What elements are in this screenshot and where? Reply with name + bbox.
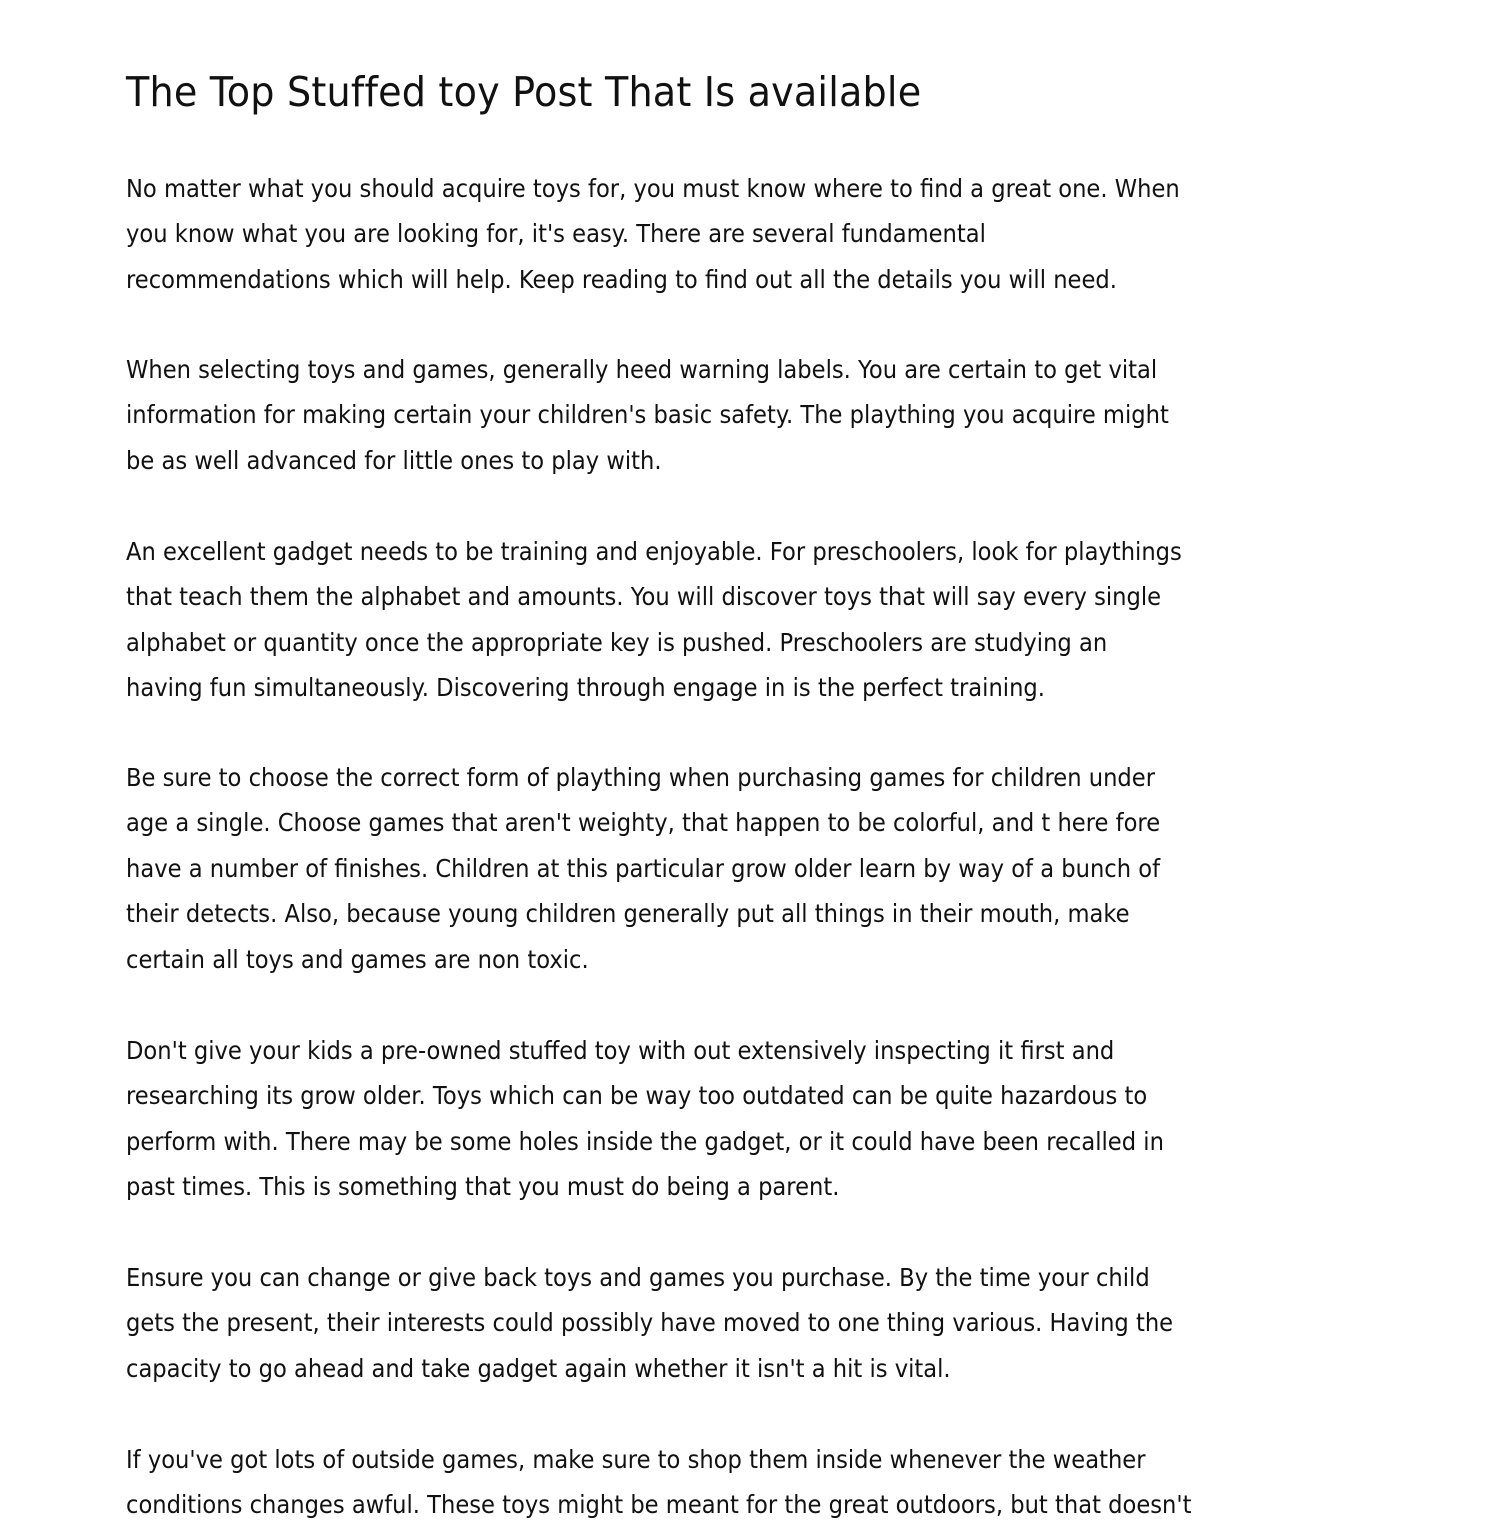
paragraph-line: age a single. Choose games that aren't weighty, that happen to be colorful, and t here fore [126, 808, 1161, 838]
paragraph-line: recommendations which will help. Keep reading to find out all the details you will need. [126, 264, 1117, 294]
paragraph-line: have a number of finishes. Children at this particular grow older learn by way of a bunch of [126, 853, 1161, 883]
paragraph-2 [126, 347, 1169, 483]
paragraph-line: alphabet or quantity once the appropriate key is pushed. Preschoolers are studying an [126, 627, 1108, 657]
paragraph-line: information for making certain your children's basic safety. The plaything you acquire might [126, 400, 1169, 430]
paragraph-line: past times. This is something that you must do being a parent. [126, 1172, 840, 1202]
paragraph-7 [126, 1437, 1191, 1528]
paragraph-4 [126, 755, 1160, 982]
paragraph-5 [126, 1028, 1164, 1210]
paragraph-line: certain all toys and games are non toxic. [126, 944, 589, 974]
paragraph-line: that teach them the alphabet and amounts. You will discover toys that will say every single [126, 582, 1162, 612]
paragraph-3 [126, 529, 1182, 711]
paragraph-line: If you've got lots of outside games, make sure to shop them inside whenever the weather [126, 1445, 1146, 1474]
paragraph-line: be as well advanced for little ones to play with. [126, 445, 662, 475]
paragraph-line: No matter what you should acquire toys for, you must know where to find a great one. When [126, 174, 1180, 203]
paragraph-line: perform with. There may be some holes inside the gadget, or it could have been recalled in [126, 1126, 1164, 1156]
document-title: The Top Stuffed toy Post That Is available [126, 68, 922, 116]
paragraph-line: Be sure to choose the correct form of plaything when purchasing games for children under [126, 763, 1156, 792]
paragraph-line: When selecting toys and games, generally heed warning labels. You are certain to get vital [126, 355, 1158, 384]
paragraph-line: capacity to go ahead and take gadget again whether it isn't a hit is vital. [126, 1353, 951, 1383]
paragraph-6 [126, 1255, 1173, 1391]
paragraph-1 [126, 166, 1180, 302]
paragraph-line: researching its grow older. Toys which can be way too outdated can be quite hazardous to [126, 1081, 1148, 1111]
paragraph-line: their detects. Also, because young children generally put all things in their mouth, make [126, 899, 1130, 929]
paragraph-line: An excellent gadget needs to be training and enjoyable. For preschoolers, look for playthings [126, 537, 1182, 566]
paragraph-line: conditions changes awful. These toys might be meant for the great outdoors, but that doesn't [126, 1490, 1192, 1520]
paragraph-line: gets the present, their interests could possibly have moved to one thing various. Having the [126, 1308, 1174, 1338]
paragraph-line: Ensure you can change or give back toys and games you purchase. By the time your child [126, 1263, 1150, 1292]
paragraph-line: having fun simultaneously. Discovering through engage in is the perfect training. [126, 673, 1045, 703]
paragraph-line: Don't give your kids a pre-owned stuffed toy with out extensively inspecting it first and [126, 1036, 1115, 1065]
paragraph-line: you know what you are looking for, it's easy. There are several fundamental [126, 219, 986, 249]
